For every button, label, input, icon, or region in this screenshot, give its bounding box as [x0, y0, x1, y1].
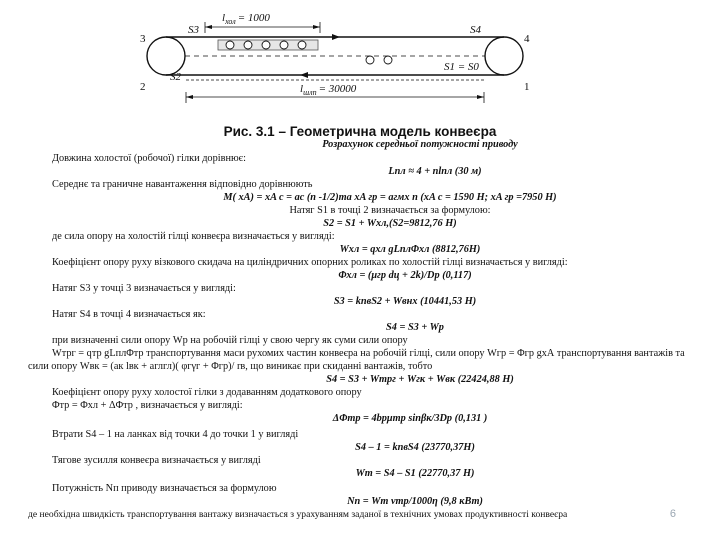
text-line: де сила опору на холостій гілці конвеєра визначається у вигляді: — [52, 231, 335, 242]
s3-label: S3 — [188, 24, 199, 36]
l-ship-sub: шлп — [303, 88, 317, 97]
s4-label: S4 — [470, 24, 481, 36]
conveyor-diagram — [0, 0, 720, 122]
formula-line: M( xA) = xA c = ac (n -1/2)та xA гр = aгмх n (xA c = 1590 Н; xA гр =7950 Н) — [223, 192, 557, 203]
l-hol-sub: хол — [225, 17, 236, 26]
svg-text:lшлп= 30000 — [300, 83, 357, 97]
text-line: Натяг S4 в точці 4 визначається як: — [52, 309, 206, 320]
formula-line: S4 – 1 = kпвS4 (23770,37Н) — [355, 442, 475, 453]
text-line: де необхідна швидкість транспортування вантажу визначається з урахуванням заданої в технічних умовах продуктивності конвеєра — [28, 509, 568, 520]
formula-line: Wхл = qхл gLплΦхл (8812,76Н) — [339, 244, 481, 255]
text-line: Тягове зусилля конвеєра визначається у вигляді — [52, 455, 261, 466]
text-line: Коефіцієнт опору руху візкового скидача на циліндричних опорних роликах по холостій гілці визначається у вигляді: — [52, 257, 568, 268]
text-line: при визначенні сили опору Wр на робочій гілці у свою чергу як суми сили опору — [52, 335, 408, 346]
formula-line: S2 = S1 + Wхл,(S2=9812,76 Н) — [323, 218, 457, 229]
formula-line: S4 = S3 + Wр — [386, 322, 444, 333]
formula-line: Φхл = (μгр dц + 2k)/Dр (0,117) — [338, 270, 472, 281]
text-line: Натяг S3 у точці 3 визначається у вигляді: — [52, 283, 236, 294]
text-line: Довжина холостої (робочої) гілки дорівнює: — [52, 153, 246, 164]
section-heading: Розрахунок середньої потужності приводу — [322, 139, 518, 150]
s2-label: S2 — [170, 71, 181, 83]
node-2-label: 2 — [140, 81, 146, 93]
text-line: Wтрг = qтр gLплΦтр транспортування маси рухомих частин конвеєра на робочій гілці, сили опору Wгр = Φгр gxА транспортування вантажів та — [52, 348, 685, 359]
formula-line: ΔΦтр = 4bрμтр sinβк/3Dр (0,131 ) — [332, 413, 488, 424]
svg-text:lхол= 1000 — [222, 12, 270, 26]
node-4-label: 4 — [524, 33, 530, 45]
text-line: Втрати S4 – 1 на ланках від точки 4 до точки 1 у вигляді — [52, 429, 299, 440]
text-line: Середнє та граничне навантаження відповідно дорівнюють — [52, 179, 313, 190]
formula-line: Wт = S4 – S1 (22770,37 Н) — [355, 468, 475, 479]
text-line: Потужність Nп приводу визначається за формулою — [52, 483, 277, 494]
text-line: Натяг S1 в точці 2 визначається за формулою: — [289, 205, 491, 216]
s1-label: S1 = S0 — [444, 61, 479, 73]
text-line: сили опору Wвк = (ак lвк + аглгл)( φгγг + Φгр)/ rв, що виникає при скиданні вантажів, тобто — [28, 361, 433, 372]
l-hol-label: l — [222, 12, 226, 24]
page-number: 6 — [669, 508, 676, 520]
figure-caption: Рис. 3.1 – Геометрична модель конвеєра — [223, 124, 497, 139]
formula-line: S4 = S3 + Wтрг + Wгк + Wвк (22424,88 Н) — [326, 374, 514, 385]
text-line: Коефіцієнт опору руху холостої гілки з додаванням додаткового опору — [52, 387, 362, 398]
formula-line: Lпл ≈ 4 + nlпл (30 м) — [388, 166, 482, 177]
l-hol-value: = 1000 — [237, 12, 270, 24]
node-3-label: 3 — [140, 33, 146, 45]
node-1-label: 1 — [524, 81, 530, 93]
formula-line: Nп = Wт vтр/1000η (9,8 кВт) — [347, 496, 483, 507]
left-pulley — [147, 37, 185, 75]
l-ship-label: l — [300, 83, 304, 95]
formula-line: S3 = kпвS2 + Wвнх (10441,53 Н) — [333, 296, 477, 307]
l-ship-value: = 30000 — [318, 83, 357, 95]
text-line: Φтр = Φхл + ΔΦтр , визначається у вигляді: — [52, 400, 243, 411]
right-pulley — [485, 37, 523, 75]
